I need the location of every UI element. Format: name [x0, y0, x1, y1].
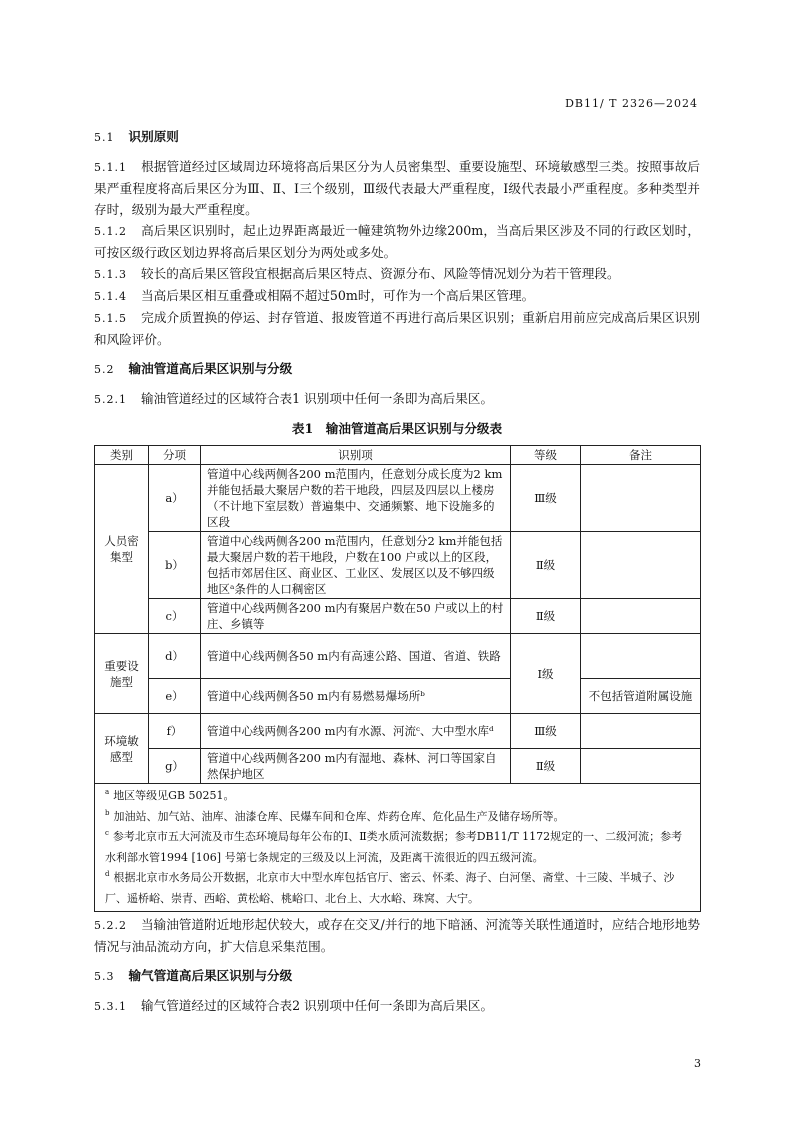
table-1 — [94, 418, 700, 912]
sub-cell: a） — [149, 465, 201, 532]
note-cell: 不包括管道附属设施 — [581, 679, 701, 714]
note-cell — [581, 634, 701, 679]
section-number: 5.1 — [94, 131, 115, 144]
footnote-d — [105, 868, 690, 909]
item-cell: 管道中心线两侧各200 m范围内，任意划分2 km并能包括最大聚居户数的若干地段，户数在100 户或以上的区段，包括市郊居住区、商业区、工业区、发展区以及不够四级地区ᵃ条件的人口稠密区 — [201, 532, 511, 599]
section-title: 输油管道高后果区识别与分级 — [128, 361, 293, 376]
classification-table — [94, 445, 701, 912]
grade-cell: Ⅲ级 — [511, 714, 581, 749]
clause-number: 5.1.5 — [94, 312, 127, 325]
clause-text: 当高后果区相互重叠或相隔不超过50m时，可作为一个高后果区管理。 — [141, 288, 535, 303]
footnote-text: 加油站、加气站、油库、油漆仓库、民爆车间和仓库、炸药仓库、危化品生产及储存场所等。 — [113, 809, 565, 823]
note-cell — [581, 465, 701, 532]
category-cell: 环境敏感型 — [95, 714, 149, 784]
sub-cell: f） — [149, 714, 201, 749]
note-cell — [581, 599, 701, 634]
footnote-a — [105, 786, 690, 807]
table-row — [95, 599, 701, 634]
clause-number: 5.3.1 — [94, 1000, 127, 1013]
header-cell: 备注 — [581, 446, 701, 465]
grade-cell: Ⅱ级 — [511, 532, 581, 599]
grade-cell: Ⅱ级 — [511, 749, 581, 784]
table-caption: 表1 输油管道高后果区识别与分级表 — [291, 421, 503, 436]
footnote-text: 根据北京市水务局公开数据，北京市大中型水库包括官厅、密云、怀柔、海子、白河堡、斋堂、十三陵、半城子、沙厂、遥桥峪、崇青、西峪、黄松峪、桃峪口、北台上、大水峪、珠窝、大宁。 — [105, 871, 675, 905]
header-cell: 识别项 — [201, 446, 511, 465]
item-cell: 管道中心线两侧各50 m内有易燃易爆场所ᵇ — [201, 679, 511, 714]
clause-number: 5.2.2 — [94, 919, 127, 932]
table-notes-row — [95, 784, 701, 912]
item-cell: 管道中心线两侧各50 m内有高速公路、国道、省道、铁路 — [201, 634, 511, 679]
section-number: 5.2 — [94, 363, 115, 376]
clause-number: 5.1.1 — [94, 161, 127, 174]
footnote-text: 地区等级见GB 50251。 — [113, 789, 235, 802]
clause-number: 5.1.2 — [94, 225, 127, 238]
clause-text: 较长的高后果区管段宜根据高后果区特点、资源分布、风险等情况划分为若干管理段。 — [141, 266, 620, 281]
standard-number: DB11/ T 2326—2024 — [565, 97, 698, 110]
table-row — [95, 714, 701, 749]
clause-text: 输油管道经过的区域符合表1 识别项中任何一条即为高后果区。 — [141, 391, 494, 406]
sub-cell: d） — [149, 634, 201, 679]
table-row — [95, 679, 701, 714]
header-cell: 等级 — [511, 446, 581, 465]
item-cell: 管道中心线两侧各200 m范围内，任意划分成长度为2 km并能包括最大聚居户数的若干地段，四层及四层以上楼房（不计地下室层数）普遍集中、交通频繁、地下设施多的区段 — [201, 465, 511, 532]
section-5-2-2 — [94, 914, 700, 1017]
footnote-mark: a — [105, 788, 110, 797]
sub-cell: g） — [149, 749, 201, 784]
clause-text: 输气管道经过的区域符合表2 识别项中任何一条即为高后果区。 — [141, 998, 494, 1013]
note-cell — [581, 532, 701, 599]
footnote-mark: c — [105, 829, 109, 838]
sub-cell: e） — [149, 679, 201, 714]
item-cell: 管道中心线两侧各200 m内有聚居户数在50 户或以上的村庄、乡镇等 — [201, 599, 511, 634]
clause-number: 5.1.4 — [94, 290, 127, 303]
item-cell: 管道中心线两侧各200 m内有湿地、森林、河口等国家自然保护地区 — [201, 749, 511, 784]
table-notes — [95, 784, 701, 912]
sub-cell: c） — [149, 599, 201, 634]
clause-number: 5.2.1 — [94, 393, 127, 406]
grade-cell: Ⅱ级 — [511, 599, 581, 634]
clause-text: 完成介质置换的停运、封存管道、报废管道不再进行高后果区识别；重新启用前应完成高后果区识别和风险评价。 — [94, 310, 700, 347]
category-cell: 人员密集型 — [95, 465, 149, 634]
section-5-1 — [94, 126, 700, 410]
note-cell — [581, 714, 701, 749]
section-number: 5.3 — [94, 970, 115, 983]
clause-text: 当输油管道附近地形起伏较大，或存在交叉/并行的地下暗涵、河流等关联性通道时，应结合地形地势情况与油品流动方向，扩大信息采集范围。 — [94, 917, 700, 954]
page-number: 3 — [694, 1057, 701, 1070]
section-title: 输气管道高后果区识别与分级 — [128, 968, 293, 983]
table-row — [95, 532, 701, 599]
header-cell: 类别 — [95, 446, 149, 465]
table-row — [95, 749, 701, 784]
section-title: 识别原则 — [128, 129, 179, 144]
footnote-mark: d — [105, 870, 110, 879]
footnote-mark: b — [105, 808, 110, 817]
clause-text: 高后果区识别时，起止边界距离最近一幢建筑物外边缘200m，当高后果区涉及不同的行政区划时，可按区级行政区划边界将高后果区划分为两处或多处。 — [94, 223, 700, 260]
footnote-b — [105, 807, 690, 828]
table-row — [95, 634, 701, 679]
note-cell — [581, 749, 701, 784]
page-body — [94, 126, 700, 1017]
item-cell: 管道中心线两侧各200 m内有水源、河流ᶜ、大中型水库ᵈ — [201, 714, 511, 749]
table-header-row — [95, 446, 701, 465]
grade-cell: Ⅰ级 — [511, 634, 581, 714]
grade-cell: Ⅲ级 — [511, 465, 581, 532]
table-row — [95, 465, 701, 532]
clause-text: 根据管道经过区域周边环境将高后果区分为人员密集型、重要设施型、环境敏感型三类。按照事故后果严重程度将高后果区分为Ⅲ、Ⅱ、Ⅰ三个级别，Ⅲ级代表最大严重程度，Ⅰ级代表最小严重程度。多种类型并存时，级别为最大严重程度。 — [94, 159, 700, 217]
footnote-text: 参考北京市五大河流及市生态环境局每年公布的Ⅰ、Ⅱ类水质河流数据；参考DB11/T 1172规定的一、二级河流；参考水利部水管1994 [106] 号第七条规定的三级及以上河流，及距离干流很近的四五级河流。 — [105, 830, 683, 864]
header-cell: 分项 — [149, 446, 201, 465]
clause-number: 5.1.3 — [94, 268, 127, 281]
footnote-c — [105, 827, 690, 868]
sub-cell: b） — [149, 532, 201, 599]
category-cell: 重要设施型 — [95, 634, 149, 714]
